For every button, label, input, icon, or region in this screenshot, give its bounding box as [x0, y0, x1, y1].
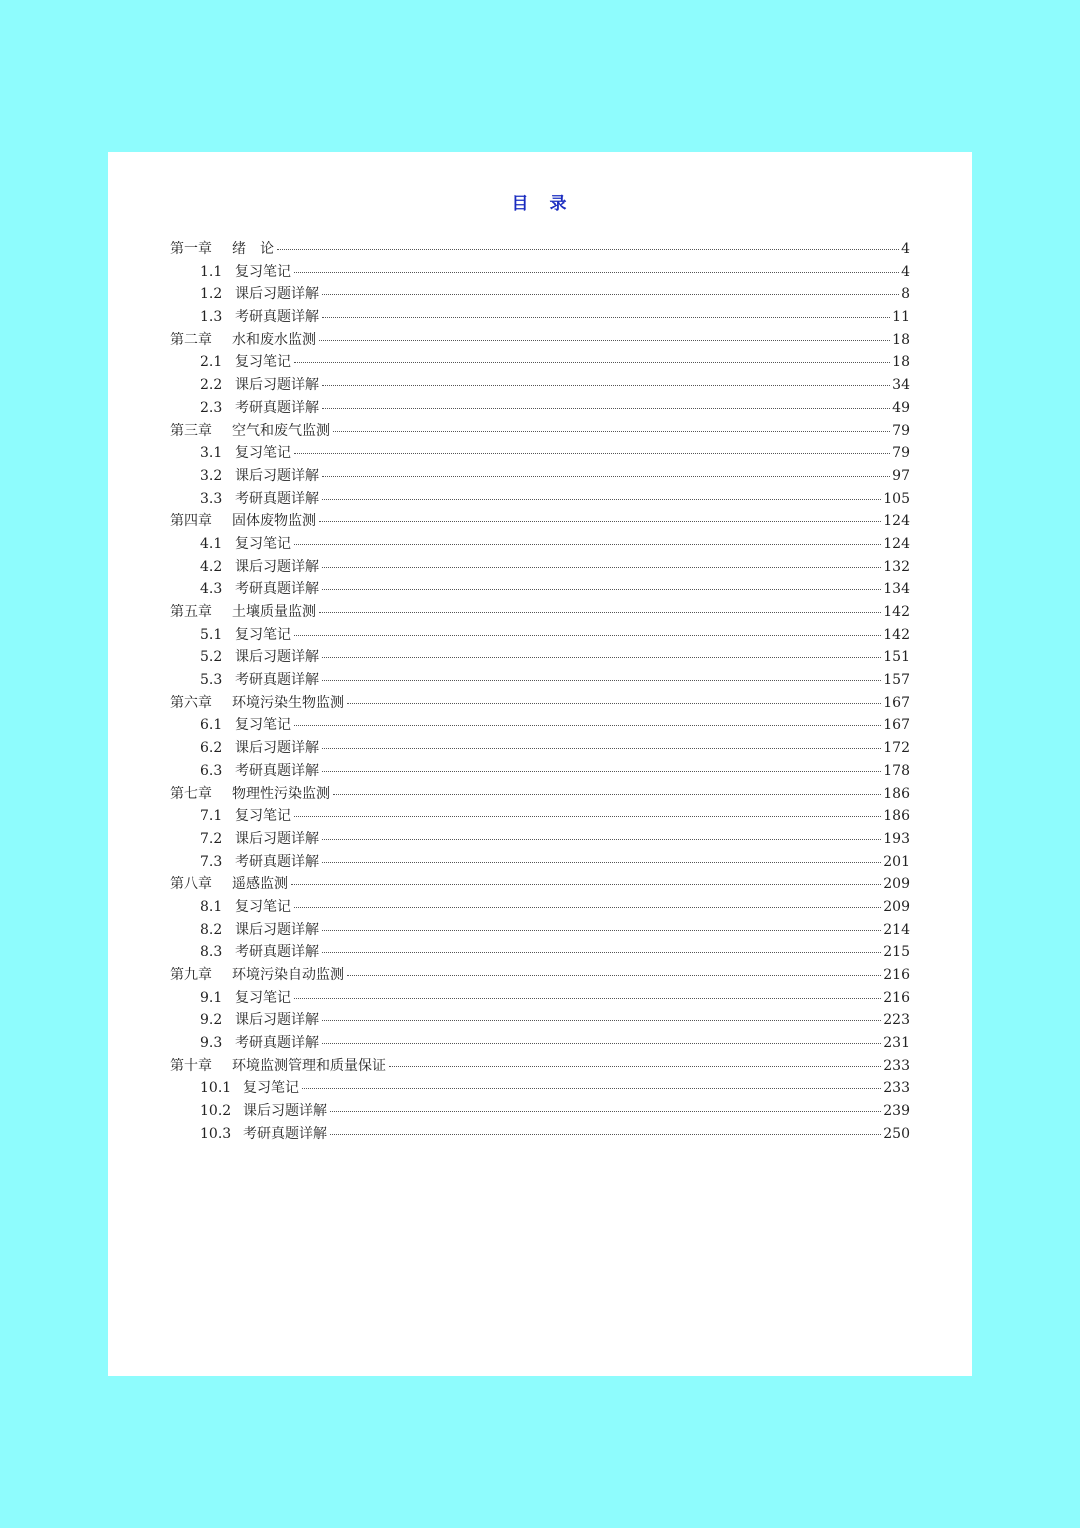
toc-entry-number: 1.3: [200, 309, 223, 326]
toc-entry-page-number: 223: [883, 1012, 910, 1029]
toc-entry-page-number: 209: [883, 898, 910, 915]
dot-leader: [319, 521, 881, 522]
toc-section-entry[interactable]: [170, 488, 910, 511]
toc-entry-title: 复习笔记: [235, 263, 291, 280]
toc-entry-page-number: 79: [892, 422, 910, 439]
toc-entry-page-number: 105: [883, 490, 910, 507]
toc-entry-number: 10.2: [200, 1103, 232, 1120]
toc-chapter-entry[interactable]: [170, 601, 910, 624]
dot-leader: [322, 294, 899, 295]
toc-section-entry[interactable]: [170, 760, 910, 783]
toc-entry-title: 复习笔记: [235, 989, 291, 1006]
dot-leader: [294, 725, 881, 726]
toc-entry-number: 10.3: [200, 1125, 232, 1142]
toc-entry-number: 3.2: [200, 467, 223, 484]
toc-entry-title: 水和废水监测: [232, 331, 316, 348]
toc-chapter-entry[interactable]: [170, 964, 910, 987]
toc-entry-page-number: 134: [883, 581, 910, 598]
toc-chapter-entry[interactable]: [170, 238, 910, 261]
toc-section-entry[interactable]: [170, 283, 910, 306]
toc-entry-number: 4.2: [200, 558, 223, 575]
toc-entry-title: 课后习题详解: [235, 558, 319, 575]
dot-leader: [330, 1111, 881, 1112]
toc-section-entry[interactable]: [170, 374, 910, 397]
toc-entry-number: 2.1: [200, 354, 223, 371]
toc-section-entry[interactable]: [170, 669, 910, 692]
toc-entry-title: 绪 论: [232, 241, 274, 257]
toc-entry-number: 5.3: [200, 672, 223, 689]
toc-entry-page-number: 186: [883, 785, 910, 802]
toc-entry-title: 课后习题详解: [235, 377, 319, 394]
toc-entry-title: 复习笔记: [235, 626, 291, 643]
toc-entry-page-number: 233: [883, 1057, 910, 1074]
dot-leader: [294, 362, 890, 363]
dot-leader: [294, 907, 881, 908]
toc-entry-title: 课后习题详解: [235, 467, 319, 484]
toc-section-entry[interactable]: [170, 624, 910, 647]
toc-entry-number: 5.2: [200, 649, 223, 666]
toc-entry-title: 考研真题详解: [235, 490, 319, 507]
toc-section-entry[interactable]: [170, 442, 910, 465]
toc-entry-number: 6.2: [200, 740, 223, 757]
toc-section-entry[interactable]: [170, 578, 910, 601]
toc-section-entry[interactable]: [170, 828, 910, 851]
toc-entry-page-number: 79: [892, 445, 910, 462]
dot-leader: [294, 635, 881, 636]
toc-entry-page-number: 97: [892, 467, 910, 484]
toc-entry-page-number: 216: [883, 989, 910, 1006]
toc-entry-number: 1.2: [200, 286, 223, 303]
toc-section-entry[interactable]: [170, 306, 910, 329]
dot-leader: [347, 975, 881, 976]
toc-entry-title: 复习笔记: [235, 717, 291, 734]
toc-entry-title: 环境监测管理和质量保证: [232, 1057, 386, 1074]
toc-entry-page-number: 239: [883, 1103, 910, 1120]
toc-entry-title: 考研真题详解: [235, 309, 319, 326]
dot-leader: [322, 317, 890, 318]
toc-entry-number: 5.1: [200, 626, 223, 643]
toc-entry-title: 考研真题详解: [235, 672, 319, 689]
dot-leader: [294, 272, 899, 273]
dot-leader: [322, 1043, 881, 1044]
toc-entry-title: 课后习题详解: [235, 1012, 319, 1029]
toc-entry-title: 课后习题详解: [235, 649, 319, 666]
toc-entry-title: 课后习题详解: [235, 921, 319, 938]
toc-list: [170, 238, 910, 1146]
toc-entry-page-number: 142: [883, 626, 910, 643]
toc-section-entry[interactable]: [170, 397, 910, 420]
toc-entry-title: 考研真题详解: [235, 762, 319, 779]
dot-leader: [291, 884, 881, 885]
toc-entry-title: 考研真题详解: [235, 944, 319, 961]
toc-entry-page-number: 34: [892, 377, 910, 394]
toc-entry-number: 3.3: [200, 490, 223, 507]
dot-leader: [319, 340, 890, 341]
dot-leader: [330, 1134, 881, 1135]
toc-section-entry[interactable]: [170, 737, 910, 760]
toc-entry-page-number: 231: [883, 1035, 910, 1052]
toc-entry-number: 4.1: [200, 535, 223, 552]
toc-entry-number: 8.3: [200, 944, 223, 961]
toc-entry-number: 2.2: [200, 377, 223, 394]
toc-section-entry[interactable]: [170, 1123, 910, 1146]
toc-entry-page-number: 18: [892, 354, 910, 371]
document-page: [108, 152, 972, 1376]
toc-entry-number: 第十章: [170, 1057, 212, 1074]
dot-leader: [322, 930, 881, 931]
toc-chapter-entry[interactable]: [170, 692, 910, 715]
toc-entry-page-number: 18: [892, 331, 910, 348]
toc-entry-title: 复习笔记: [235, 354, 291, 371]
dot-leader: [322, 589, 881, 590]
dot-leader: [322, 408, 890, 409]
toc-entry-number: 1.1: [200, 263, 223, 280]
toc-entry-page-number: 201: [883, 853, 910, 870]
toc-section-entry[interactable]: [170, 465, 910, 488]
toc-entry-number: 第一章: [170, 241, 212, 257]
toc-entry-number: 第七章: [170, 785, 212, 802]
toc-entry-title: 考研真题详解: [235, 399, 319, 416]
toc-entry-title: 物理性污染监测: [232, 785, 330, 802]
dot-leader: [333, 431, 890, 432]
toc-section-entry[interactable]: [170, 1077, 910, 1100]
toc-section-entry[interactable]: [170, 941, 910, 964]
toc-entry-number: 第六章: [170, 694, 212, 711]
toc-entry-page-number: 151: [883, 649, 910, 666]
toc-entry-page-number: 233: [883, 1080, 910, 1097]
toc-entry-number: 8.1: [200, 898, 223, 915]
toc-entry-title: 复习笔记: [243, 1080, 299, 1097]
toc-entry-number: 第四章: [170, 513, 212, 530]
dot-leader: [322, 476, 890, 477]
toc-entry-title: 考研真题详解: [235, 853, 319, 870]
toc-section-entry[interactable]: [170, 556, 910, 579]
dot-leader: [322, 748, 881, 749]
dot-leader: [319, 612, 881, 613]
toc-entry-page-number: 167: [883, 694, 910, 711]
dot-leader: [294, 998, 881, 999]
toc-entry-title: 课后习题详解: [235, 830, 319, 847]
toc-section-entry[interactable]: [170, 919, 910, 942]
toc-entry-number: 2.3: [200, 399, 223, 416]
toc-entry-title: 复习笔记: [235, 808, 291, 825]
dot-leader: [294, 816, 881, 817]
toc-entry-title: 固体废物监测: [232, 513, 316, 530]
dot-leader: [333, 794, 881, 795]
toc-entry-page-number: 11: [892, 309, 910, 326]
toc-entry-page-number: 193: [883, 830, 910, 847]
toc-section-entry[interactable]: [170, 351, 910, 374]
toc-entry-number: 6.3: [200, 762, 223, 779]
toc-entry-page-number: 124: [883, 535, 910, 552]
toc-section-entry[interactable]: [170, 1032, 910, 1055]
dot-leader: [322, 385, 890, 386]
toc-entry-title: 复习笔记: [235, 535, 291, 552]
toc-entry-page-number: 167: [883, 717, 910, 734]
toc-entry-number: 7.3: [200, 853, 223, 870]
toc-entry-page-number: 8: [901, 286, 910, 303]
toc-entry-number: 3.1: [200, 445, 223, 462]
dot-leader: [294, 453, 890, 454]
toc-entry-page-number: 157: [883, 672, 910, 689]
toc-entry-number: 8.2: [200, 921, 223, 938]
toc-entry-title: 环境污染自动监测: [232, 967, 344, 983]
toc-entry-number: 7.2: [200, 830, 223, 847]
toc-entry-number: 第三章: [170, 422, 212, 439]
toc-entry-title: 空气和废气监测: [232, 422, 330, 439]
toc-entry-number: 第九章: [170, 967, 212, 983]
dot-leader: [322, 680, 881, 681]
dot-leader: [322, 839, 881, 840]
dot-leader: [322, 657, 881, 658]
toc-section-entry[interactable]: [170, 646, 910, 669]
dot-leader: [302, 1088, 881, 1089]
toc-entry-title: 考研真题详解: [243, 1125, 327, 1142]
toc-entry-title: 复习笔记: [235, 898, 291, 915]
toc-entry-page-number: 49: [892, 399, 910, 416]
toc-entry-title: 环境污染生物监测: [232, 694, 344, 711]
dot-leader: [294, 544, 881, 545]
toc-entry-number: 第二章: [170, 331, 212, 348]
toc-chapter-entry[interactable]: [170, 510, 910, 533]
toc-entry-title: 考研真题详解: [235, 1035, 319, 1052]
dot-leader: [322, 499, 881, 500]
toc-section-entry[interactable]: [170, 261, 910, 284]
toc-chapter-entry[interactable]: [170, 873, 910, 896]
toc-chapter-entry[interactable]: [170, 420, 910, 443]
toc-entry-page-number: 216: [883, 967, 910, 983]
toc-section-entry[interactable]: [170, 896, 910, 919]
toc-entry-number: 第五章: [170, 604, 212, 620]
toc-entry-title: 课后习题详解: [235, 286, 319, 303]
toc-entry-number: 6.1: [200, 717, 223, 734]
toc-entry-number: 第八章: [170, 876, 212, 893]
toc-entry-title: 考研真题详解: [235, 581, 319, 598]
toc-entry-number: 9.3: [200, 1035, 223, 1052]
toc-entry-number: 9.1: [200, 989, 223, 1006]
toc-entry-title: 遥感监测: [232, 876, 288, 893]
dot-leader: [277, 249, 899, 250]
dot-leader: [322, 862, 881, 863]
toc-entry-page-number: 215: [883, 944, 910, 961]
toc-entry-number: 9.2: [200, 1012, 223, 1029]
toc-entry-page-number: 4: [901, 241, 910, 257]
toc-chapter-entry[interactable]: [170, 1055, 910, 1078]
toc-entry-number: 4.3: [200, 581, 223, 598]
toc-entry-page-number: 124: [883, 513, 910, 530]
toc-entry-page-number: 209: [883, 876, 910, 893]
toc-section-entry[interactable]: [170, 1009, 910, 1032]
toc-entry-page-number: 132: [883, 558, 910, 575]
toc-entry-page-number: 142: [883, 604, 910, 620]
toc-section-entry[interactable]: [170, 805, 910, 828]
toc-section-entry[interactable]: [170, 533, 910, 556]
toc-section-entry[interactable]: [170, 714, 910, 737]
dot-leader: [322, 952, 881, 953]
dot-leader: [347, 703, 881, 704]
toc-chapter-entry[interactable]: [170, 329, 910, 352]
toc-entry-page-number: 214: [883, 921, 910, 938]
dot-leader: [322, 1020, 881, 1021]
toc-entry-number: 7.1: [200, 808, 223, 825]
toc-chapter-entry[interactable]: [170, 783, 910, 806]
toc-entry-page-number: 4: [901, 263, 910, 280]
toc-entry-page-number: 186: [883, 808, 910, 825]
toc-entry-page-number: 172: [883, 740, 910, 757]
toc-entry-title: 土壤质量监测: [232, 604, 316, 620]
dot-leader: [389, 1066, 881, 1067]
toc-entry-title: 课后习题详解: [235, 740, 319, 757]
toc-entry-number: 10.1: [200, 1080, 232, 1097]
toc-title: 目 录: [511, 194, 569, 214]
toc-entry-title: 课后习题详解: [243, 1103, 327, 1120]
dot-leader: [322, 567, 881, 568]
toc-section-entry[interactable]: [170, 851, 910, 874]
toc-entry-title: 复习笔记: [235, 445, 291, 462]
toc-section-entry[interactable]: [170, 1100, 910, 1123]
dot-leader: [322, 771, 881, 772]
toc-section-entry[interactable]: [170, 987, 910, 1010]
toc-entry-page-number: 250: [883, 1125, 910, 1142]
toc-entry-page-number: 178: [883, 762, 910, 779]
